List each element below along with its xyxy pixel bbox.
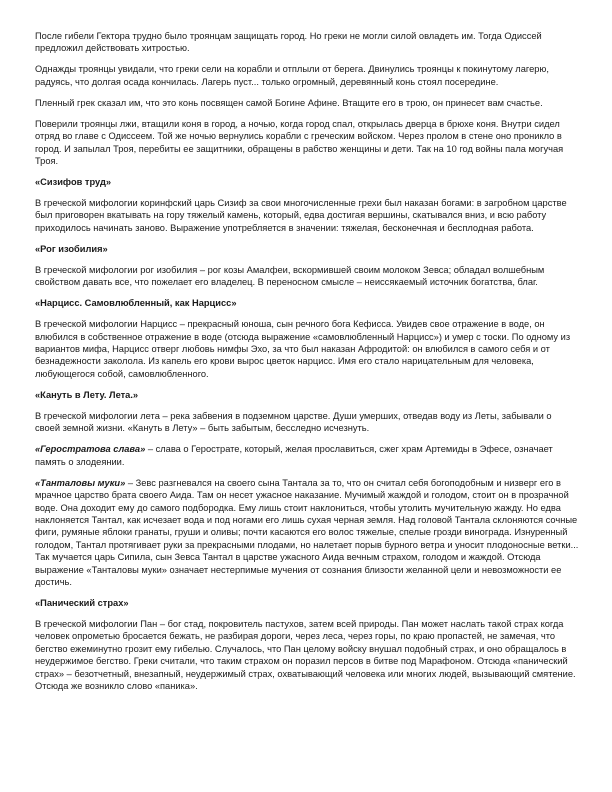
section-herostratus (35, 443, 579, 468)
intro-paragraph-2: Однажды троянцы увидали, что греки сели на корабли и отплыли от берега. Двинулись троянцы к покинутому лагерю, радуясь, что долгая осада кончилась. Лагерь пуст... только огромный, деревянный конь стоял посередине. (35, 64, 549, 87)
section-heading-panic: «Панический страх» (35, 597, 129, 608)
section-text-lethe: В греческой мифологии лета – река забвения в подземном царстве. Души умерших, отведав воду из Леты, забывали о своей земной жизни. «Кануть в Лету» – быть забытым, бесследно исчезнуть. (35, 410, 552, 434)
section-text-tantalus: – Зевс разгневался на своего сына Тантала за то, что он считал себя богоподобным и низверг его в мрачное царство брата своего Аида. Там он несет ужасное наказание. Мучимый жаждой и голодом, стоит он в прозрачной воде. Она доходит ему до самого подбородка. Ему лишь стоит наклониться, чтобы утолить мучительную жажду. Но едва наклоняется Тантал, как исчезает вода и под ногами его лишь сухая черная земля. Над головой Тантала склоняются сочные фиги, румяные яблоки гранаты, груши и оливы; почти касаются его волос тяжелые, спелые грозди винограда. Изнуренный голодом, Тантал протягивает руки за прекрасными плодами, но налетает порыв бурного ветра и уносит плодоносные ветки... Так мучается царь Сипила, сын Зевса Тантал в царстве ужасного Аида вечным страхом, голодом и жаждой. Отсюда выражение «Танталовы муки» означает нестерпимые мучения от сознания близости желанной цели и невозможности ее достичь. (35, 477, 579, 587)
document-page (35, 30, 579, 701)
section-text-panic: В греческой мифологии Пан – бог стад, покровитель пастухов, затем всей природы. Пан может наслать такой страх когда человек опрометью бросается бежать, не разбирая дороги, через леса, через горы, по краю пропастей, не замечая, что бегство ежеминутно грозит ему гибелью. Случалось, что Пан целому войску внушал подобный страх, и оно обращалось в неудержимое бегство. Греки считали, что таким страхом он поразил персов в битве под Марафоном. Отсюда «панический страх» – безотчетный, внезапный, неудержимый страх, охватывающий человека или многих людей, вызывающий смятение. Отсюда же возникло слово «паника». (35, 618, 576, 691)
section-text-herostratus: – слава о Герострате, который, желая прославиться, сжег храм Артемиды в Эфесе, означает память о злодеянии. (35, 444, 553, 467)
section-heading-horn: «Рог изобилия» (35, 243, 108, 254)
intro-paragraph-1: После гибели Гектора трудно было троянцам защищать город. Но греки не могли силой овладеть им. Тогда Одиссей предложил действовать хитростью. (35, 31, 542, 54)
section-heading-narcissus: «Нарцисс. Самовлюбленный, как Нарцисс» (35, 298, 237, 309)
section-heading-lethe: «Кануть в Лету. Лета.» (35, 389, 139, 400)
section-title-tantalus: «Танталовы муки» (35, 477, 126, 488)
section-heading-sisyphus: «Сизифов труд» (35, 177, 112, 188)
section-text-sisyphus: В греческой мифологии коринфский царь Сизиф за свои многочисленные грехи был наказан богами: в загробном царстве был приговорен вкатывать на гору тяжелый камень, который, едва достигая вершины, скатывался вниз, и всю работу приходилось начинать заново. Выражение употребляется в значении: тяжелая, бесконечная и бесплодная работа. (35, 198, 567, 233)
section-tantalus (35, 477, 579, 589)
intro-paragraph-3: Пленный грек сказал им, что это конь посвящен самой Богине Афине. Втащите его в трою, он принесет вам счастье. (35, 97, 543, 108)
section-text-narcissus: В греческой мифологии Нарцисс – прекрасный юноша, сын речного бога Кефисса. Увидев свое отражение в воде, он влюбился в собственное отражение в воде (отсюда выражение «самовлюбленный Нарцисс») и умер с тоски. По одному из вариантов мифа, Нарцисс отверг любовь нимфы Эхо, за что был наказан Афродитой: он влюбился в самого себя и от безнадежности заколола. Из капель его крови вырос цветок нарцисс. Имя его стало нарицательным для человека, любующегося собой, самовлюбленного. (35, 319, 571, 379)
section-title-herostratus: «Геростратова слава» (35, 444, 146, 455)
intro-paragraph-4: Поверили троянцы лжи, втащили коня в город, а ночью, когда город спал, открылась дверца в брюхе коня. Внутри сидел отряд во главе с Одиссеем. Той же ночью вернулись корабли с греческим войском. Через пролом в стене оно проникло в город. И запылал Троя, перебиты ее защитники, обращены в рабство женщины и дети. Так на 10 год войны пала могучая Троя. (35, 118, 564, 167)
section-text-horn: В греческой мифологии рог изобилия – рог козы Амалфеи, вскормившей своим молоком Зевса; обладал волшебным свойством давать все, что пожелает его владелец. В переносном смысле – неиссякаемый источник богатства, благ. (35, 264, 545, 288)
